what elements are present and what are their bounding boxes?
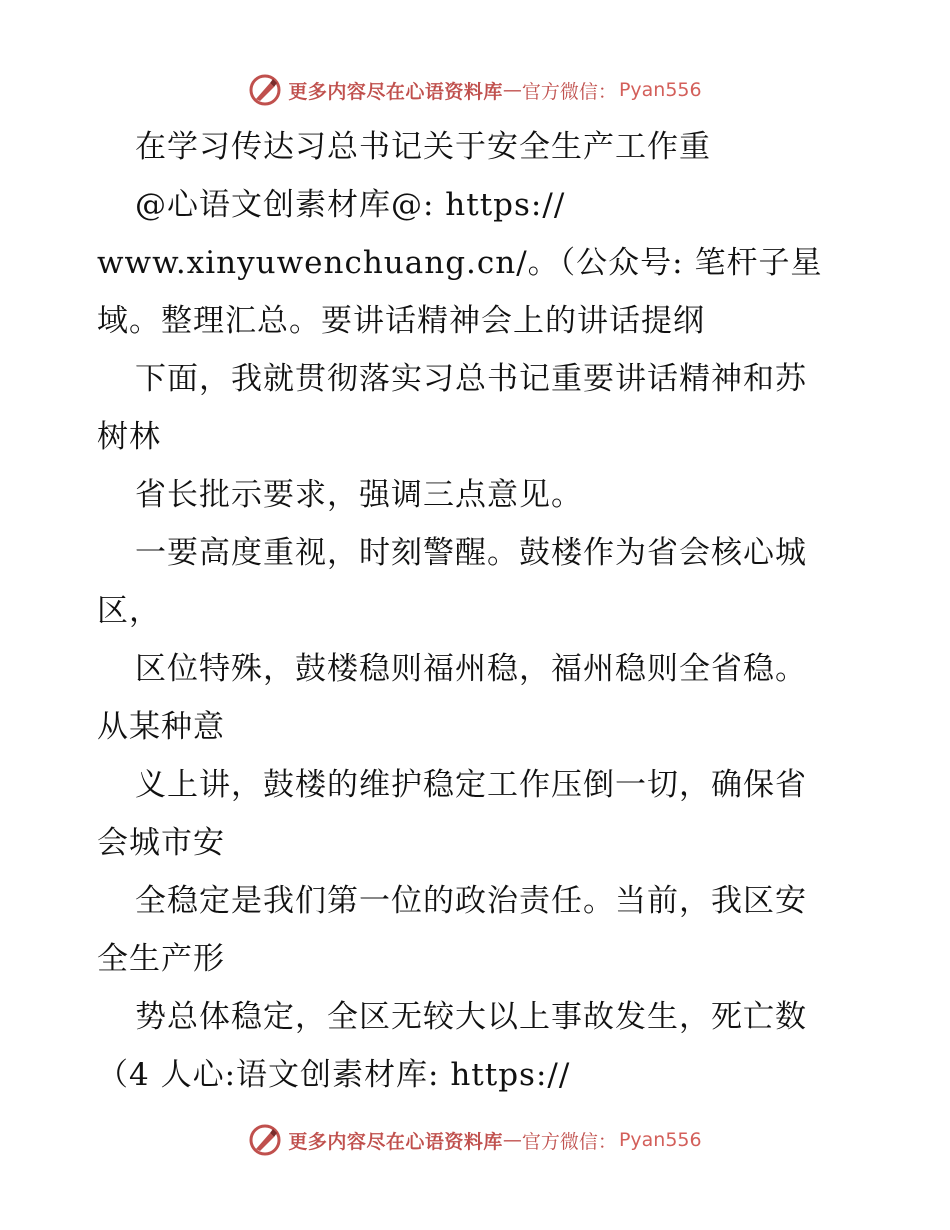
text-line: 域。整理汇总。要讲话精神会上的讲话提纲 — [97, 303, 705, 339]
banner-main-text: 更多内容尽在心语资料库 — [288, 1130, 503, 1153]
text-line: 区， — [97, 593, 161, 629]
text-line: 下面，我就贯彻落实习总书记重要讲话精神和苏 — [135, 361, 807, 397]
pen-logo-icon — [248, 73, 282, 107]
banner-wechat-id: Pyan556 — [618, 1129, 702, 1151]
document-body — [97, 118, 857, 1104]
text-line: 区位特殊，鼓楼稳则福州稳，福州稳则全省稳。 — [135, 651, 807, 687]
text-line: @心语文创素材库@: https:// — [135, 187, 566, 223]
text-line: 势总体稳定，全区无较大以上事故发生，死亡数 — [135, 999, 807, 1035]
banner-dash: — — [502, 1129, 522, 1151]
text-line: 会城市安 — [97, 825, 225, 861]
text-line: 全生产形 — [97, 941, 225, 977]
text-line: 一要高度重视，时刻警醒。鼓楼作为省会核心城 — [135, 535, 807, 571]
banner-dash: — — [502, 79, 522, 101]
text-line: 从某种意 — [97, 709, 225, 745]
header-banner — [0, 70, 950, 110]
banner-wechat-id: Pyan556 — [618, 79, 702, 101]
text-line: 全稳定是我们第一位的政治责任。当前，我区安 — [135, 883, 807, 919]
text-line: （4 人心:语文创素材库: https:// — [97, 1057, 571, 1093]
text-line: 在学习传达习总书记关于安全生产工作重 — [135, 129, 711, 165]
banner-main-text: 更多内容尽在心语资料库 — [288, 80, 503, 103]
text-line: www.xinyuwenchuang.cn/。（公众号: 笔杆子星 — [97, 245, 823, 281]
banner-sub-text: 官方微信： — [521, 80, 617, 103]
text-line: 义上讲，鼓楼的维护稳定工作压倒一切，确保省 — [135, 767, 807, 803]
text-line: 省长批示要求，强调三点意见。 — [135, 477, 583, 513]
footer-banner — [0, 1120, 950, 1160]
banner-sub-text: 官方微信： — [521, 1130, 617, 1153]
pen-logo-icon — [248, 1123, 282, 1157]
text-line: 树林 — [97, 419, 161, 455]
